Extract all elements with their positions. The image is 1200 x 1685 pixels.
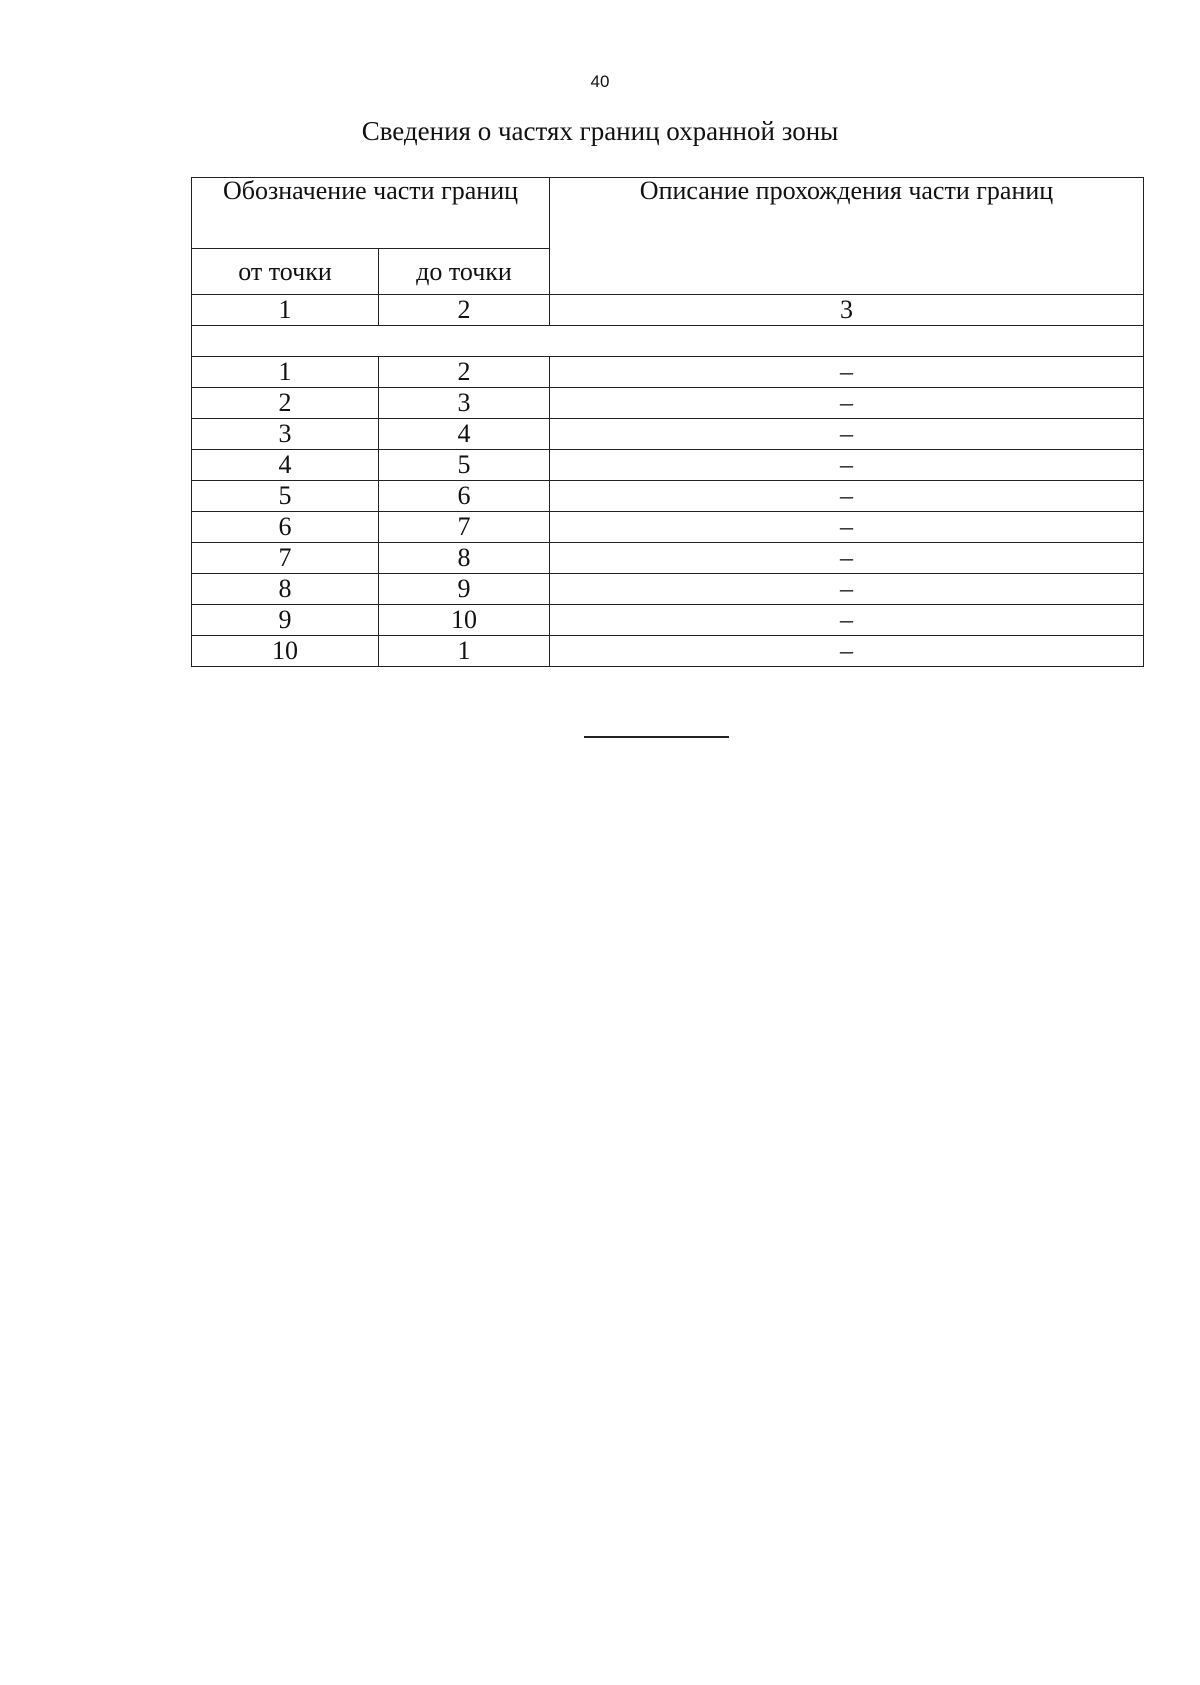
to-point-header: до точки	[379, 249, 550, 295]
from-point-cell: 7	[192, 543, 379, 574]
from-point-cell: 5	[192, 481, 379, 512]
table-row	[192, 481, 1144, 512]
header-row	[192, 178, 1144, 249]
empty-cell	[192, 326, 1144, 357]
description-cell: –	[550, 605, 1144, 636]
table-row	[192, 605, 1144, 636]
table-row	[192, 450, 1144, 481]
group-header: Обозначение части границ	[192, 178, 550, 249]
from-point-cell: 3	[192, 419, 379, 450]
from-point-cell: 1	[192, 357, 379, 388]
to-point-cell: 5	[379, 450, 550, 481]
table-row	[192, 388, 1144, 419]
description-cell: –	[550, 543, 1144, 574]
column-number: 3	[550, 295, 1144, 326]
document-title: Сведения о частях границ охранной зоны	[361, 116, 839, 146]
description-cell: –	[550, 450, 1144, 481]
table-row	[192, 419, 1144, 450]
description-cell: –	[550, 512, 1144, 543]
to-point-cell: 3	[379, 388, 550, 419]
to-point-cell: 10	[379, 605, 550, 636]
column-number: 1	[192, 295, 379, 326]
from-point-cell: 10	[192, 636, 379, 667]
to-point-cell: 2	[379, 357, 550, 388]
description-header: Описание прохождения части границ	[550, 178, 1144, 295]
description-cell: –	[550, 636, 1144, 667]
description-cell: –	[550, 388, 1144, 419]
table-row	[192, 636, 1144, 667]
table-row	[192, 512, 1144, 543]
from-point-cell: 6	[192, 512, 379, 543]
to-point-cell: 9	[379, 574, 550, 605]
description-cell: –	[550, 357, 1144, 388]
from-point-cell: 2	[192, 388, 379, 419]
closing-divider	[584, 736, 729, 738]
to-point-cell: 1	[379, 636, 550, 667]
description-cell: –	[550, 481, 1144, 512]
to-point-cell: 8	[379, 543, 550, 574]
empty-row	[192, 326, 1144, 357]
from-point-cell: 9	[192, 605, 379, 636]
to-point-cell: 7	[379, 512, 550, 543]
to-point-cell: 4	[379, 419, 550, 450]
table-row	[192, 357, 1144, 388]
column-number-row	[192, 295, 1144, 326]
description-cell: –	[550, 419, 1144, 450]
from-point-cell: 4	[192, 450, 379, 481]
table-row	[192, 574, 1144, 605]
description-cell: –	[550, 574, 1144, 605]
from-point-header: от точки	[192, 249, 379, 295]
page-number: 40	[590, 72, 610, 91]
boundary-parts-table	[191, 177, 1144, 667]
from-point-cell: 8	[192, 574, 379, 605]
column-number: 2	[379, 295, 550, 326]
to-point-cell: 6	[379, 481, 550, 512]
table-row	[192, 543, 1144, 574]
